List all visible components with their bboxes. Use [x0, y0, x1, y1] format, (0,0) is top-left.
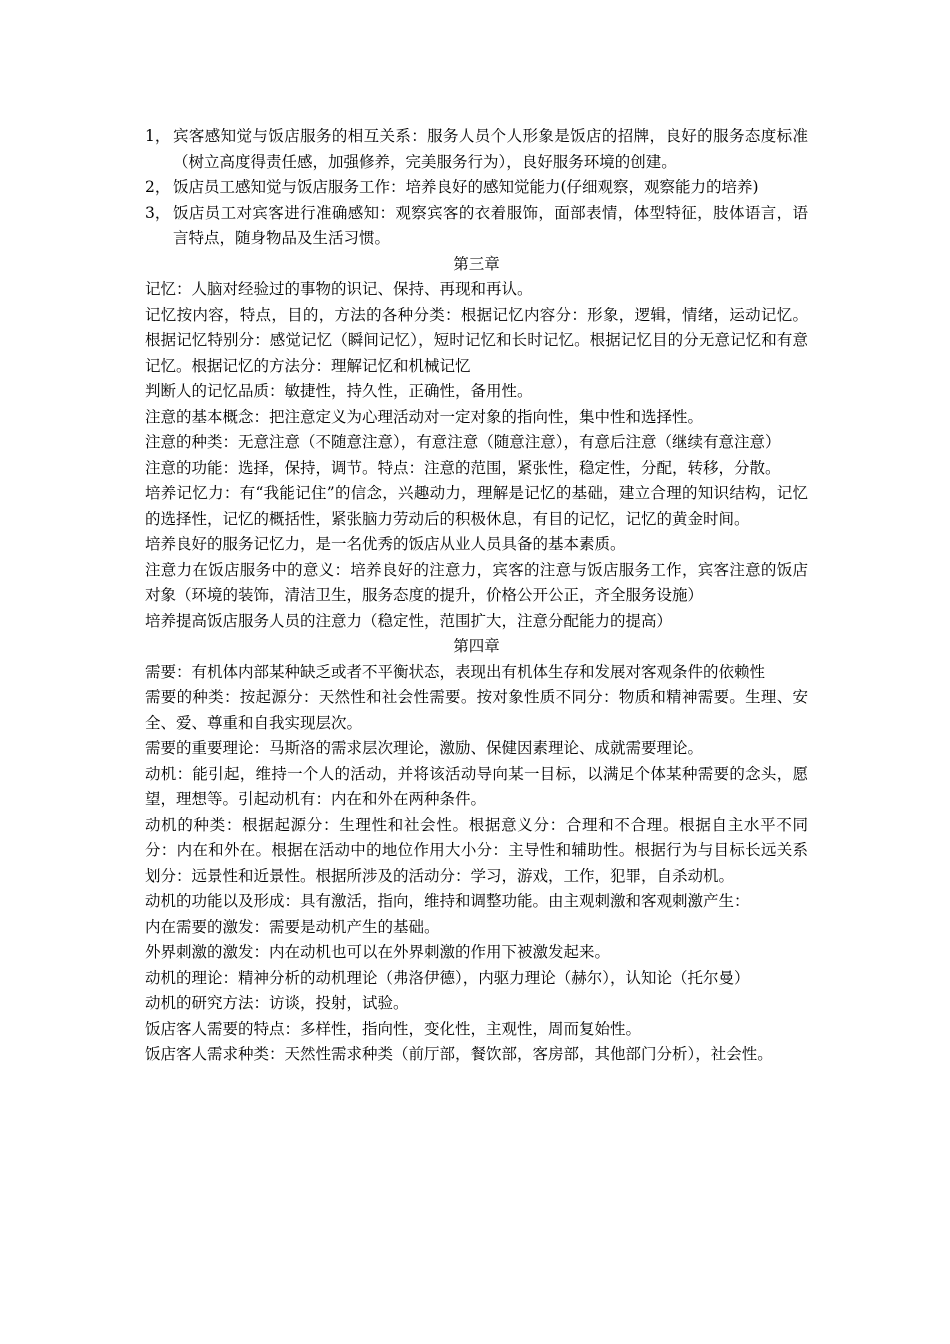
paragraph: 需要的种类：按起源分：天然性和社会性需要。按对象性质不同分：物质和精神需要。生理、安全、爱、尊重和自我实现层次。 — [145, 688, 808, 732]
item-text: 宾客感知觉与饭店服务的相互关系：服务人员个人形象是饭店的招牌，良好的服务态度标准（树立高度得责任感，加强修养，完美服务行为），良好服务环境的创建。 — [173, 127, 808, 171]
paragraph: 注意的种类：无意注意（不随意注意），有意注意（随意注意），有意后注意（继续有意注意） — [145, 433, 781, 451]
paragraph: 记忆：人脑对经验过的事物的识记、保持、再现和再认。 — [145, 280, 533, 298]
paragraph: 培养提高饭店服务人员的注意力（稳定性，范围扩大，注意分配能力的提高） — [145, 611, 673, 630]
paragraph: 培养良好的服务记忆力，是一名优秀的饭店从业人员具备的基本素质。 — [145, 535, 626, 553]
paragraph: 内在需要的激发：需要是动机产生的基础。 — [145, 917, 440, 936]
paragraph: 判断人的记忆品质：敏捷性，持久性，正确性，备用性。 — [145, 382, 533, 400]
paragraph: 饭店客人需要的特点：多样性，指向性，变化性，主观性，周而复始性。 — [145, 1019, 642, 1038]
paragraph: 培养记忆力：有“我能记住”的信念，兴趣动力，理解是记忆的基础，建立合理的知识结构，记忆的选择性，记忆的概括性，紧张脑力劳动后的积极休息，有目的记忆，记忆的黄金时间。 — [145, 484, 808, 528]
numbered-item — [145, 124, 808, 175]
paragraph: 需要：有机体内部某种缺乏或者不平衡状态，表现出有机体生存和发展对客观条件的依赖性 — [145, 662, 766, 681]
paragraph: 饭店客人需求种类：天然性需求种类（前厅部，餐饮部，客房部，其他部门分析），社会性。 — [145, 1045, 773, 1063]
paragraph: 注意的基本概念：把注意定义为心理活动对一定对象的指向性，集中性和选择性。 — [145, 407, 704, 426]
paragraph: 动机的种类：根据起源分：生理性和社会性。根据意义分：合理和不合理。根据自主水平不同分：内在和外在。根据在活动中的地位作用大小分：主导性和辅助性。根据行为与目标长远关系划分：远景性和近景性。根据所涉及的活动分：学习，游戏，工作，犯罪，自杀动机。 — [145, 815, 808, 885]
paragraph: 注意的功能：选择，保持，调节。特点：注意的范围，紧张性，稳定性，分配，转移，分散。 — [145, 458, 781, 477]
item-text: 饭店员工对宾客进行准确感知：观察宾客的衣着服饰，面部表情，体型特征，肢体语言，语言特点，随身物品及生活习惯。 — [173, 203, 808, 247]
item-number: 3， — [145, 203, 171, 222]
chapter-3-heading: 第三章 — [453, 254, 500, 273]
paragraph: 外界刺激的激发：内在动机也可以在外界刺激的作用下被激发起来。 — [145, 943, 611, 961]
paragraph: 记忆按内容，特点，目的，方法的各种分类：根据记忆内容分：形象，逻辑，情绪，运动记忆。根据记忆特别分：感觉记忆（瞬间记忆），短时记忆和长时记忆。根据记忆目的分无意记忆和有意记忆。根据记忆的方法分：理解记忆和机械记忆 — [145, 305, 808, 375]
chapter-4-heading: 第四章 — [453, 637, 500, 655]
paragraph: 动机的理论：精神分析的动机理论（弗洛伊德），内驱力理论（赫尔），认知论（托尔曼） — [145, 968, 750, 987]
paragraph: 动机的研究方法：访谈，投射，试验。 — [145, 994, 409, 1012]
document-body — [145, 124, 808, 1068]
paragraph: 动机的功能以及形成：具有激活，指向，维持和调整功能。由主观刺激和客观刺激产生： — [145, 892, 750, 910]
item-number: 2， — [145, 178, 171, 196]
item-number: 1， — [145, 127, 171, 145]
numbered-item — [145, 201, 808, 252]
paragraph: 动机：能引起，维持一个人的活动，并将该活动导向某一目标，以满足个体某种需要的念头，愿望，理想等。引起动机有：内在和外在两种条件。 — [145, 764, 808, 808]
item-text: 饭店员工感知觉与饭店服务工作：培养良好的感知觉能力(仔细观察，观察能力的培养) — [173, 178, 759, 196]
paragraph: 需要的重要理论：马斯洛的需求层次理论，激励、保健因素理论、成就需要理论。 — [145, 739, 704, 757]
numbered-item — [145, 175, 808, 201]
paragraph: 注意力在饭店服务中的意义：培养良好的注意力，宾客的注意与饭店服务工作，宾客注意的饭店对象（环境的装饰，清洁卫生，服务态度的提升，价格公开公正，齐全服务设施） — [145, 560, 808, 604]
